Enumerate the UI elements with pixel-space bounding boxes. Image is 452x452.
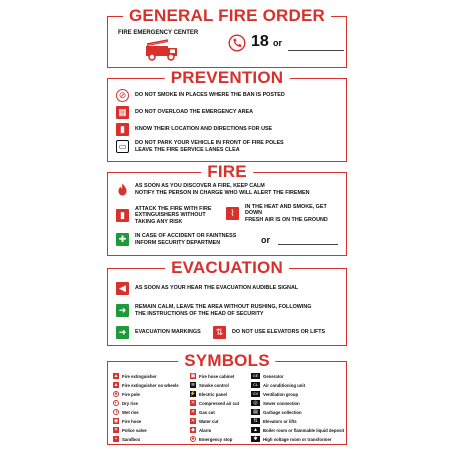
boiler-room-icon: ▲ [251,427,260,433]
prevention-item [116,140,284,153]
electric-panel-icon: ⚡ [189,390,197,397]
symbol-label: Garbage collection [263,409,302,415]
symbol-item [251,408,302,416]
symbol-item [251,426,344,434]
symbol-item [190,435,232,443]
wheeled-extinguisher-icon: ▲ [113,381,119,388]
symbol-label: Sewer connection [263,400,300,406]
symbol-label: Boiler room or flammable liquid deposit [263,427,345,433]
symbol-item [251,399,300,407]
symbol-label: Emergency stop [199,436,233,442]
symbol-label: Police valve [122,427,147,433]
symbol-item [113,399,138,407]
no-smoking-icon: ⊘ [116,89,129,102]
flame-icon [116,183,129,196]
sandbox-icon: ▪ [113,436,119,442]
evacuation-item [116,304,311,317]
or-label: or [261,235,270,245]
symbol-label: Smoke control [199,382,229,388]
fire-title: FIRE [201,162,253,182]
symbol-label: Ventilation group [263,391,299,397]
symbol-label: Fire extinguisher on wheels [122,382,179,388]
security-blank-line [278,244,338,245]
fire-text: AS SOON AS YOU DISCOVER A FIRE, KEEP CALM NOTIFY THE PERSON IN CHARGE WHO WILL ALERT THE FIREMEN [135,183,310,196]
symbol-item [190,390,227,398]
symbol-item [113,390,140,398]
water-cut-icon: ✕ [190,417,196,424]
evacuation-item [213,326,325,339]
symbol-item [251,417,297,425]
evacuation-text: EVACUATION MARKINGS [135,329,201,336]
elevator-icon: ⇅ [251,418,260,424]
evacuation-panel [107,258,347,346]
symbol-item [113,408,139,416]
symbol-label: Compressed air cut [199,400,240,406]
symbols-title: SYMBOLS [178,351,275,371]
fire-item [116,206,211,225]
symbols-panel [107,351,347,445]
phone-icon [228,34,246,52]
prevention-text: DO NOT PARK YOUR VEHICLE IN FRONT OF FIRE POLES LEAVE THE FIRE SERVICE LANES CLEA [135,140,284,153]
prevention-item [116,106,253,119]
fire-item [226,204,328,223]
fire-hose-icon: ◉ [113,417,119,424]
fire-text: IN CASE OF ACCIDENT OR FAINTNESS INFORM SECURITY DEPARTMEN [135,233,237,246]
symbol-item [113,381,179,389]
compressed-air-icon: ✕ [190,399,196,406]
prevention-item [116,89,285,102]
symbol-label: Fire extinguisher [122,373,157,379]
symbol-label: Dry rise [122,400,139,406]
symbol-label: Fire pole [122,391,140,397]
gas-cut-icon: ✕ [190,408,196,415]
dry-rise-icon: ◐ [114,399,118,406]
alarm-icon: ◆ [191,426,195,433]
symbol-label: Electric panel [199,391,227,397]
sewer-connection-icon: ◎ [251,400,260,406]
evacuation-text: AS SOON AS YOUR HEAR THE EVACUATION AUDIBLE SIGNAL [135,285,299,292]
fire-item [116,233,236,246]
symbol-item [190,372,234,380]
alarm-speaker-icon: ◀ [116,282,129,295]
evacuation-title: EVACUATION [165,258,289,278]
symbol-item [251,372,284,380]
symbol-label: Elevators or lifts [263,418,297,424]
symbol-label: Generator [263,373,284,379]
smoke-control-icon: ≋ [190,381,196,388]
symbol-label: Sandbox [122,436,141,442]
police-valve-icon: ✕ [113,426,119,433]
symbol-item [113,417,141,425]
emergency-number: 18 [251,33,269,50]
prevention-title: PREVENTION [165,68,290,88]
evacuation-text: REMAIN CALM, LEAVE THE AREA WITHOUT RUSHING, FOLLOWING THE INSTRUCTIONS OF THE HEAD OF SECURITY [135,304,312,317]
hose-cabinet-icon: ▣ [190,372,196,379]
general-fire-order-panel [107,6,347,68]
fire-panel [107,162,347,256]
symbol-item [113,426,147,434]
symbol-item [190,408,215,416]
emergency-stop-icon: ● [191,435,195,442]
symbol-item [190,399,239,407]
ventilation-icon: GV [252,391,259,396]
general-fire-order-title: GENERAL FIRE ORDER [123,6,331,26]
fire-emergency-center-label: FIRE EMERGENCY CENTER [118,30,199,36]
symbol-label: High voltage room or transformer [263,436,332,442]
fire-text: IN THE HEAT AND SMOKE, GET DOWN FRESH AIR IS ON THE GROUND [245,204,328,223]
number-blank-line [288,50,344,51]
symbol-item [251,435,332,443]
evacuation-item [116,326,201,339]
fire-extinguisher-icon: ▲ [113,372,119,379]
symbol-item [190,426,211,434]
fire-extinguisher-icon: ▮ [116,209,129,222]
prevention-text: KNOW THEIR LOCATION AND DIRECTIONS FOR USE [135,126,273,133]
evacuation-item [116,282,298,295]
high-voltage-icon: ✱ [251,436,260,442]
no-elevator-icon: ⇅ [213,326,226,339]
extinguisher-location-icon: ▮ [116,123,129,136]
symbol-item [190,381,229,389]
prevention-panel [107,68,347,162]
evacuation-text: DO NOT USE ELEVATORS OR LIFTS [232,329,326,336]
prevention-text: DO NOT OVERLOAD THE EMERGENCY AREA [135,109,254,116]
exit-arrow-icon: ➜ [116,326,129,339]
symbol-item [251,390,298,398]
symbol-label: Fire hose cabinet [199,373,235,379]
crawl-low-icon: ⌇ [226,207,239,220]
fire-item [116,183,310,196]
symbol-label: Gas cut [199,409,215,415]
prevention-text: DO NOT SMOKE IN PLACES WHERE THE BAN IS POSTED [135,92,285,99]
air-conditioning-icon: CL [252,382,259,387]
fire-truck-icon [144,38,180,62]
generator-icon: GE [252,373,259,378]
wet-rise-icon: ◑ [114,408,118,415]
symbol-label: Alarm [199,427,212,433]
symbol-label: Air conditioning unit [263,382,306,388]
symbol-item [113,435,140,443]
or-label: or [273,38,282,48]
symbol-label: Fire hose [122,418,142,424]
symbol-label: Water cut [199,418,219,424]
prevention-item [116,123,272,136]
fire-text: ATTACK THE FIRE WITH FIRE EXTINGUISHERS WITHOUT TAKING ANY RISK [135,206,212,225]
no-overload-icon: ▦ [116,106,129,119]
running-man-icon: ➜ [116,304,129,317]
garbage-icon: ▤ [251,409,260,415]
first-aid-icon: ✚ [116,233,129,246]
symbol-label: Wet rise [122,409,139,415]
fire-pole-icon: ● [114,390,118,397]
car-icon: ▭ [116,140,129,153]
symbol-item [113,372,157,380]
symbol-item [190,417,218,425]
symbol-item [251,381,305,389]
